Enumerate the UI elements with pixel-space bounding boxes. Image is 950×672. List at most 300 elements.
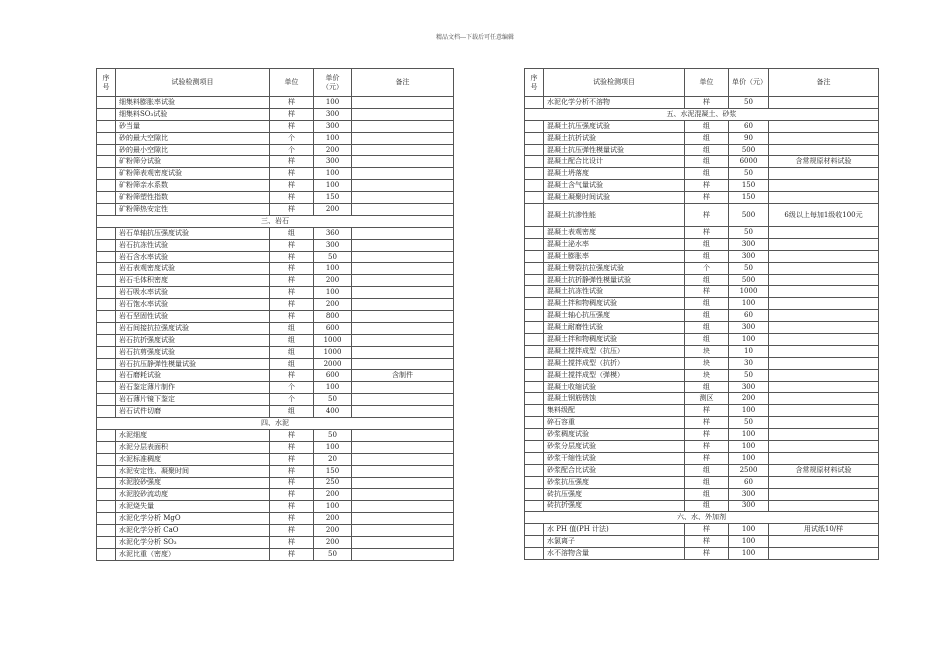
seq-cell — [97, 394, 116, 406]
unit-cell: 组 — [685, 488, 729, 500]
item-cell: 混凝土抗冻性试验 — [544, 286, 685, 298]
seq-cell — [525, 488, 544, 500]
unit-cell: 组 — [685, 464, 729, 476]
unit-cell: 个 — [270, 132, 314, 144]
remark-cell: 含常规原材料试验 — [769, 156, 879, 168]
unit-cell: 样 — [685, 524, 729, 536]
unit-cell: 组 — [270, 346, 314, 358]
item-cell: 矿粉筛热安定性 — [116, 204, 270, 216]
table-row — [97, 275, 454, 287]
remark-cell — [769, 192, 879, 204]
item-cell: 集料级配 — [544, 405, 685, 417]
price-cell: 200 — [314, 489, 352, 501]
remark-cell — [769, 500, 879, 512]
seq-cell — [97, 275, 116, 287]
item-cell: 水泥细度 — [116, 429, 270, 441]
item-cell: 砂浆分层度试验 — [544, 441, 685, 453]
item-cell: 砂的最大空隙比 — [116, 132, 270, 144]
remark-cell — [352, 477, 454, 489]
remark-cell — [769, 238, 879, 250]
remark-cell — [769, 250, 879, 262]
remark-cell — [352, 382, 454, 394]
table-row — [97, 346, 454, 358]
remark-cell — [769, 452, 879, 464]
remark-cell — [769, 168, 879, 180]
unit-cell: 样 — [685, 204, 729, 227]
unit-cell: 组 — [685, 144, 729, 156]
unit-cell: 样 — [685, 192, 729, 204]
item-cell: 碎石容重 — [544, 417, 685, 429]
item-cell: 水泥分层表面积 — [116, 441, 270, 453]
price-cell: 400 — [314, 406, 352, 418]
table-row — [97, 251, 454, 263]
price-cell: 200 — [729, 393, 769, 405]
table-header-row — [525, 69, 879, 97]
section-title: 三、岩石 — [97, 215, 454, 227]
price-cell: 50 — [729, 97, 769, 109]
table-row — [525, 417, 879, 429]
seq-cell — [525, 393, 544, 405]
item-cell: 混凝土膨胀率 — [544, 250, 685, 262]
seq-cell — [97, 120, 116, 132]
price-cell: 2000 — [314, 358, 352, 370]
seq-cell — [525, 286, 544, 298]
price-cell: 100 — [729, 298, 769, 310]
remark-cell — [769, 274, 879, 286]
unit-cell: 组 — [685, 168, 729, 180]
seq-cell — [97, 251, 116, 263]
remark-cell — [352, 525, 454, 537]
price-cell: 30 — [729, 357, 769, 369]
table-row — [97, 204, 454, 216]
seq-cell — [525, 298, 544, 310]
price-cell: 100 — [729, 548, 769, 560]
price-cell: 600 — [314, 322, 352, 334]
unit-cell: 样 — [685, 441, 729, 453]
item-cell: 砖抗压强度 — [544, 488, 685, 500]
unit-cell: 样 — [270, 311, 314, 323]
seq-cell — [97, 465, 116, 477]
seq-cell — [97, 239, 116, 251]
unit-cell: 测区 — [685, 393, 729, 405]
table-row — [97, 453, 454, 465]
remark-cell — [352, 263, 454, 275]
price-cell: 100 — [314, 97, 352, 109]
table-row — [525, 144, 879, 156]
price-cell: 250 — [314, 477, 352, 489]
item-cell: 水泥化学分析 CaO — [116, 525, 270, 537]
table-row — [525, 524, 879, 536]
unit-cell: 样 — [270, 513, 314, 525]
unit-cell: 组 — [685, 132, 729, 144]
table-row — [525, 488, 879, 500]
price-cell: 300 — [729, 381, 769, 393]
price-cell: 50 — [729, 262, 769, 274]
unit-cell: 样 — [270, 441, 314, 453]
remark-cell — [352, 322, 454, 334]
price-cell: 50 — [729, 227, 769, 239]
price-cell: 100 — [729, 334, 769, 346]
price-cell: 1000 — [729, 286, 769, 298]
table-row — [525, 132, 879, 144]
item-cell: 岩石抗压静弹性模量试验 — [116, 358, 270, 370]
price-cell: 6000 — [729, 156, 769, 168]
seq-cell — [97, 287, 116, 299]
price-cell: 50 — [314, 251, 352, 263]
price-cell: 50 — [314, 429, 352, 441]
table-row — [525, 250, 879, 262]
unit-cell: 个 — [270, 144, 314, 156]
seq-cell — [525, 310, 544, 322]
unit-cell: 样 — [270, 275, 314, 287]
table-row — [525, 500, 879, 512]
unit-cell: 样 — [270, 204, 314, 216]
remark-cell — [352, 501, 454, 513]
item-cell: 岩石含水率试验 — [116, 251, 270, 263]
price-cell: 360 — [314, 227, 352, 239]
table-row — [525, 322, 879, 334]
table-row — [525, 298, 879, 310]
unit-cell: 样 — [270, 239, 314, 251]
remark-cell — [352, 120, 454, 132]
seq-cell — [525, 464, 544, 476]
seq-cell — [525, 417, 544, 429]
table-row — [97, 406, 454, 418]
price-cell: 100 — [314, 263, 352, 275]
header-price: 单价（元） — [729, 69, 769, 97]
table-row — [97, 525, 454, 537]
seq-cell — [97, 501, 116, 513]
header-unit: 单位 — [685, 69, 729, 97]
seq-cell — [97, 370, 116, 382]
table-row — [525, 536, 879, 548]
seq-cell — [525, 204, 544, 227]
price-cell: 300 — [729, 238, 769, 250]
seq-cell — [97, 406, 116, 418]
table-row — [97, 429, 454, 441]
item-cell: 混凝土搅拌成型（弹模） — [544, 369, 685, 381]
table-row — [525, 429, 879, 441]
seq-cell — [97, 311, 116, 323]
remark-cell — [769, 429, 879, 441]
seq-cell — [525, 274, 544, 286]
unit-cell: 样 — [685, 548, 729, 560]
item-cell: 矿粉筛分试验 — [116, 156, 270, 168]
remark-cell — [352, 132, 454, 144]
seq-cell — [97, 477, 116, 489]
price-cell: 1000 — [314, 346, 352, 358]
header-item: 试验检测项目 — [544, 69, 685, 97]
seq-cell — [525, 192, 544, 204]
header-remark: 备注 — [352, 69, 454, 97]
table-row — [525, 345, 879, 357]
unit-cell: 样 — [270, 108, 314, 120]
unit-cell: 组 — [685, 334, 729, 346]
remark-cell — [352, 251, 454, 263]
price-cell: 300 — [729, 250, 769, 262]
remark-cell — [352, 536, 454, 548]
price-cell: 2500 — [729, 464, 769, 476]
unit-cell: 样 — [270, 156, 314, 168]
item-cell: 岩石坚固性试验 — [116, 311, 270, 323]
price-cell: 300 — [729, 500, 769, 512]
item-cell: 砂的最小空隙比 — [116, 144, 270, 156]
remark-cell — [769, 227, 879, 239]
table-row — [97, 334, 454, 346]
header-price: 单价（元） — [314, 69, 352, 97]
header-seq: 序号 — [525, 69, 544, 97]
unit-cell: 组 — [685, 250, 729, 262]
item-cell: 水泥化学分析 MgO — [116, 513, 270, 525]
remark-cell — [352, 358, 454, 370]
remark-cell: 含常规原材料试验 — [769, 464, 879, 476]
unit-cell: 组 — [270, 358, 314, 370]
item-cell: 混凝土拌和物稠度试验 — [544, 298, 685, 310]
seq-cell — [525, 322, 544, 334]
price-table-left — [96, 68, 454, 561]
seq-cell — [525, 238, 544, 250]
price-cell: 200 — [314, 536, 352, 548]
table-row — [97, 108, 454, 120]
item-cell: 砂浆稠度试验 — [544, 429, 685, 441]
seq-cell — [97, 168, 116, 180]
unit-cell: 个 — [270, 394, 314, 406]
section-header-row — [97, 418, 454, 430]
item-cell: 水不溶物含量 — [544, 548, 685, 560]
remark-cell — [769, 298, 879, 310]
table-row — [525, 286, 879, 298]
price-cell: 300 — [314, 108, 352, 120]
seq-cell — [525, 144, 544, 156]
price-table-right — [524, 68, 879, 560]
table-row — [97, 239, 454, 251]
seq-cell — [97, 108, 116, 120]
table-row — [525, 204, 879, 227]
seq-cell — [525, 536, 544, 548]
remark-cell — [769, 262, 879, 274]
unit-cell: 样 — [270, 251, 314, 263]
unit-cell: 组 — [685, 310, 729, 322]
table-row — [97, 263, 454, 275]
remark-cell — [352, 346, 454, 358]
item-cell: 矿粉筛表观密度试验 — [116, 168, 270, 180]
table-row — [525, 120, 879, 132]
section-header-row — [525, 108, 879, 120]
seq-cell — [97, 441, 116, 453]
remark-cell — [769, 132, 879, 144]
table-row — [525, 192, 879, 204]
seq-cell — [97, 489, 116, 501]
price-cell: 500 — [729, 274, 769, 286]
seq-cell — [97, 263, 116, 275]
price-table-right-body — [525, 69, 879, 560]
price-cell: 100 — [314, 132, 352, 144]
unit-cell: 样 — [270, 120, 314, 132]
item-cell: 水泥化学分析不溶物 — [544, 97, 685, 109]
remark-cell — [352, 441, 454, 453]
unit-cell: 组 — [685, 298, 729, 310]
remark-cell — [352, 334, 454, 346]
seq-cell — [525, 132, 544, 144]
seq-cell — [525, 97, 544, 109]
remark-cell — [352, 465, 454, 477]
seq-cell — [97, 346, 116, 358]
table-row — [525, 274, 879, 286]
table-row — [97, 489, 454, 501]
table-row — [97, 358, 454, 370]
seq-cell — [97, 97, 116, 109]
header-seq: 序号 — [97, 69, 116, 97]
table-row — [97, 465, 454, 477]
remark-cell — [769, 548, 879, 560]
seq-cell — [525, 476, 544, 488]
price-cell: 100 — [729, 536, 769, 548]
price-cell: 1000 — [314, 334, 352, 346]
unit-cell: 块 — [685, 357, 729, 369]
table-row — [97, 536, 454, 548]
table-row — [97, 120, 454, 132]
price-cell: 50 — [314, 394, 352, 406]
remark-cell — [769, 488, 879, 500]
table-row — [97, 394, 454, 406]
price-cell: 100 — [314, 501, 352, 513]
price-cell: 100 — [314, 180, 352, 192]
item-cell: 混凝土搅拌成型（抗压） — [544, 345, 685, 357]
price-cell: 100 — [314, 382, 352, 394]
remark-cell — [352, 156, 454, 168]
item-cell: 岩石抗折强度试验 — [116, 334, 270, 346]
seq-cell — [97, 144, 116, 156]
unit-cell: 组 — [685, 120, 729, 132]
price-cell: 50 — [729, 369, 769, 381]
unit-cell: 样 — [270, 287, 314, 299]
table-row — [97, 227, 454, 239]
price-cell: 600 — [314, 370, 352, 382]
unit-cell: 样 — [685, 405, 729, 417]
unit-cell: 样 — [270, 501, 314, 513]
item-cell: 岩石抗剪强度试验 — [116, 346, 270, 358]
header-remark: 备注 — [769, 69, 879, 97]
remark-cell — [769, 393, 879, 405]
unit-cell: 样 — [270, 299, 314, 311]
table-row — [525, 381, 879, 393]
unit-cell: 组 — [270, 227, 314, 239]
price-cell: 100 — [729, 429, 769, 441]
unit-cell: 样 — [685, 97, 729, 109]
price-cell: 10 — [729, 345, 769, 357]
price-cell: 60 — [729, 476, 769, 488]
unit-cell: 组 — [685, 381, 729, 393]
price-cell: 200 — [314, 275, 352, 287]
unit-cell: 块 — [685, 345, 729, 357]
remark-cell — [769, 405, 879, 417]
page-header-note: 精品文档---下载后可任意编辑 — [435, 34, 515, 41]
table-row — [97, 287, 454, 299]
price-cell: 300 — [314, 156, 352, 168]
table-row — [525, 441, 879, 453]
item-cell: 水 PH 值(PH 计法) — [544, 524, 685, 536]
table-row — [525, 262, 879, 274]
item-cell: 混凝土配合比设计 — [544, 156, 685, 168]
item-cell: 混凝土钢筋锈蚀 — [544, 393, 685, 405]
table-row — [525, 156, 879, 168]
remark-cell: 用试纸10/样 — [769, 524, 879, 536]
table-row — [97, 548, 454, 560]
table-row — [525, 476, 879, 488]
remark-cell — [769, 180, 879, 192]
item-cell: 水泥化学分析 SO₃ — [116, 536, 270, 548]
seq-cell — [97, 358, 116, 370]
price-cell: 200 — [314, 299, 352, 311]
price-cell: 300 — [729, 322, 769, 334]
price-cell: 60 — [729, 310, 769, 322]
price-table-left-body — [97, 69, 454, 561]
remark-cell — [352, 97, 454, 109]
unit-cell: 组 — [270, 322, 314, 334]
section-title: 四、水泥 — [97, 418, 454, 430]
item-cell: 混凝土耐磨性试验 — [544, 322, 685, 334]
item-cell: 岩石抗冻性试验 — [116, 239, 270, 251]
item-cell: 矿粉筛塑性指数 — [116, 192, 270, 204]
item-cell: 混凝土拌和物稠度试验 — [544, 334, 685, 346]
seq-cell — [97, 453, 116, 465]
item-cell: 混凝土搅拌成型（抗折） — [544, 357, 685, 369]
price-cell: 150 — [314, 192, 352, 204]
remark-cell — [769, 417, 879, 429]
seq-cell — [525, 168, 544, 180]
item-cell: 混凝土表观密度 — [544, 227, 685, 239]
header-unit: 单位 — [270, 69, 314, 97]
item-cell: 水泥比重（密度） — [116, 548, 270, 560]
price-cell: 300 — [314, 239, 352, 251]
remark-cell — [769, 536, 879, 548]
remark-cell — [352, 204, 454, 216]
item-cell: 岩石表观密度试验 — [116, 263, 270, 275]
item-cell: 矿粉筛亲水系数 — [116, 180, 270, 192]
price-cell: 100 — [314, 287, 352, 299]
remark-cell — [352, 192, 454, 204]
unit-cell: 样 — [270, 465, 314, 477]
seq-cell — [525, 227, 544, 239]
seq-cell — [97, 180, 116, 192]
unit-cell: 样 — [685, 429, 729, 441]
table-row — [97, 180, 454, 192]
seq-cell — [525, 500, 544, 512]
price-cell: 100 — [314, 168, 352, 180]
unit-cell: 样 — [270, 429, 314, 441]
seq-cell — [525, 262, 544, 274]
item-cell: 水泥标准稠度 — [116, 453, 270, 465]
table-row — [525, 180, 879, 192]
table-row — [97, 299, 454, 311]
remark-cell — [352, 275, 454, 287]
table-row — [97, 132, 454, 144]
seq-cell — [97, 536, 116, 548]
price-cell: 500 — [729, 204, 769, 227]
unit-cell: 组 — [685, 238, 729, 250]
seq-cell — [97, 227, 116, 239]
item-cell: 细集料膨胀率试验 — [116, 97, 270, 109]
seq-cell — [525, 345, 544, 357]
seq-cell — [525, 548, 544, 560]
unit-cell: 样 — [270, 489, 314, 501]
seq-cell — [525, 250, 544, 262]
table-row — [525, 464, 879, 476]
item-cell: 岩石吸水率试验 — [116, 287, 270, 299]
price-cell: 150 — [314, 465, 352, 477]
unit-cell: 样 — [270, 180, 314, 192]
table-row — [97, 311, 454, 323]
